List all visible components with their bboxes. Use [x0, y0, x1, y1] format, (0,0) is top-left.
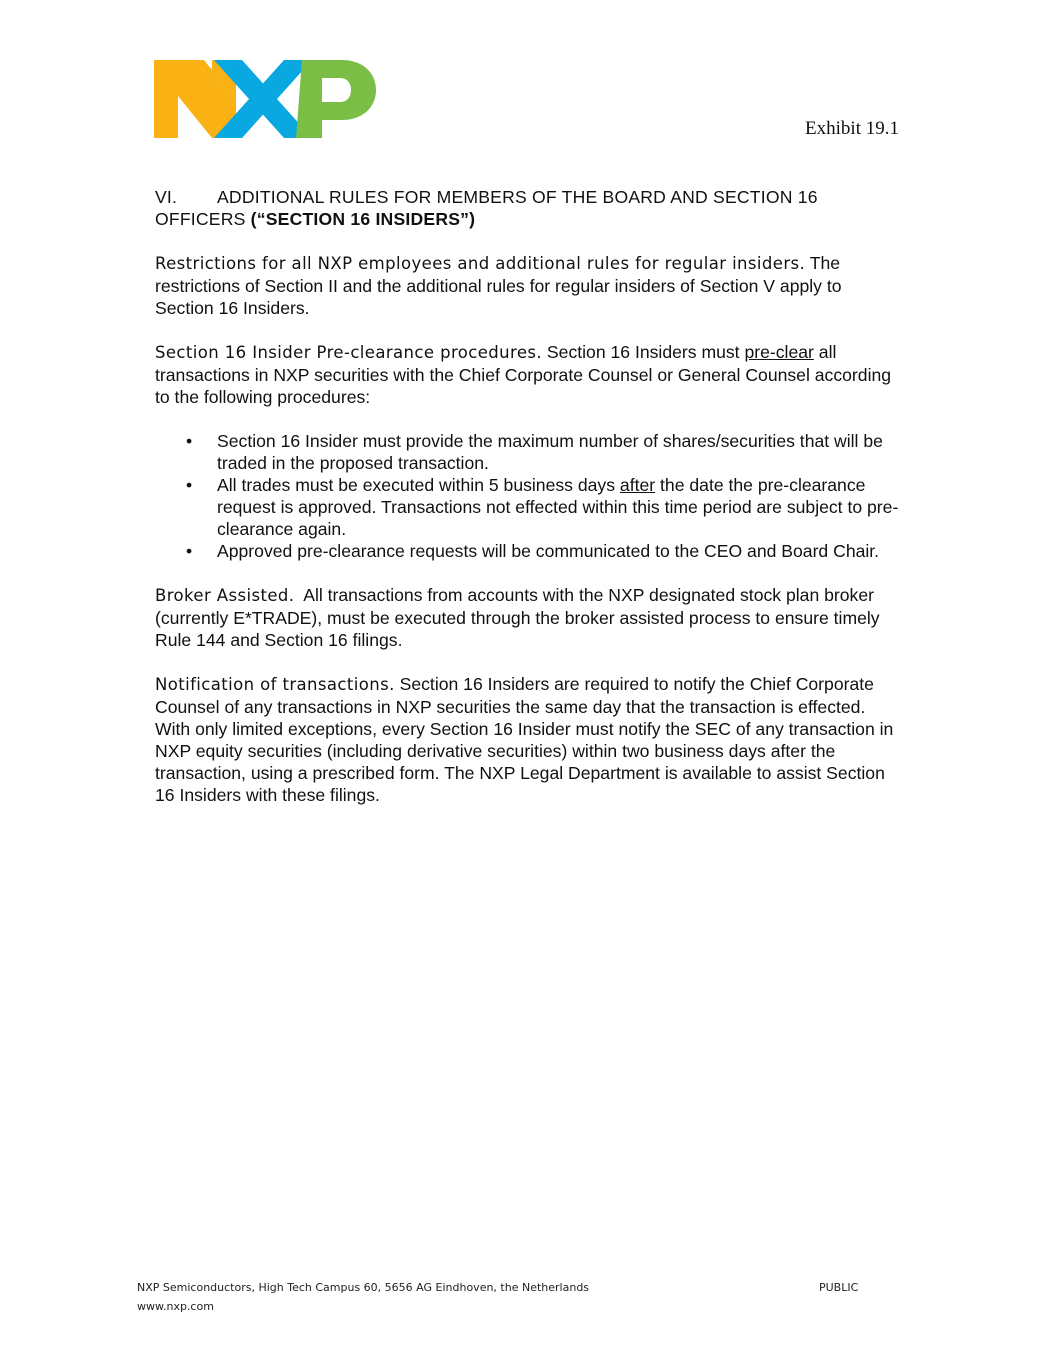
paragraph-text: The restrictions of Section II and the additional rules for regular insiders of Section V apply to Section 16 Insiders. [155, 253, 842, 318]
paragraph-lead: Section 16 Insider Pre-clearance procedures. [155, 343, 543, 362]
section-heading [155, 186, 905, 230]
paragraph-lead: Notification of transactions. [155, 675, 395, 694]
bullet-marker: • [186, 431, 193, 451]
section-number: VI. [155, 187, 178, 207]
list-item [155, 430, 905, 474]
paragraph-broker [155, 584, 905, 651]
logo-letter-n [154, 60, 236, 138]
paragraph-lead: Broker Assisted. [155, 586, 295, 605]
list-item-text: Approved pre-clearance requests will be communicated to the CEO and Board Chair. [217, 541, 880, 561]
nxp-logo [154, 60, 376, 138]
list-item-text: Section 16 Insider must provide the maximum number of shares/securities that will be traded in the proposed transaction. [217, 431, 883, 473]
bullet-marker: • [186, 541, 193, 561]
exhibit-number: Exhibit 19.1 [805, 118, 899, 139]
paragraph-restrictions [155, 252, 905, 319]
paragraph-preclearance [155, 341, 905, 408]
paragraph-text: All transactions from accounts with the NXP designated stock plan broker (currently E*TRADE), must be executed through the broker assisted process to ensure timely Rule 144 and Section 16 filings. [155, 585, 880, 650]
list-item-text: the date the pre-clearance request is approved. Transactions not effected within this time period are subject to pre-clearance again. [217, 475, 899, 539]
section-title-bold: (“SECTION 16 INSIDERS”) [250, 209, 476, 229]
paragraph-text: Section 16 Insiders must [546, 342, 740, 362]
section-title: ADDITIONAL RULES FOR MEMBERS OF THE BOARD AND SECTION 16 OFFICERS [155, 187, 818, 229]
page-footer [137, 1278, 589, 1316]
footer-website: www.nxp.com [137, 1300, 214, 1313]
list-item [155, 474, 905, 540]
list-item-text: All trades must be executed within 5 business days [217, 475, 616, 495]
footer-classification: PUBLIC [819, 1281, 859, 1294]
list-item [155, 540, 905, 562]
footer-address: NXP Semiconductors, High Tech Campus 60, 5656 AG Eindhoven, the Netherlands [137, 1281, 590, 1294]
underlined-term: after [619, 475, 656, 495]
paragraph-text: all transactions in NXP securities with the Chief Corporate Counsel or General Counsel according to the following procedures: [155, 342, 892, 407]
bullet-marker: • [186, 475, 193, 495]
paragraph-lead: Restrictions for all NXP employees and additional rules for regular insiders. [155, 254, 806, 273]
logo-letter-p [296, 60, 376, 138]
underlined-term: pre-clear [744, 342, 814, 362]
paragraph-notification [155, 673, 905, 806]
preclearance-procedures-list [155, 430, 905, 562]
paragraph-text: Section 16 Insiders are required to notify the Chief Corporate Counsel of any transactions in NXP securities the same day that the transaction is effected. With only limited exceptions, every Section 16 Insider must notify the SEC of any transaction in NXP equity securities (including derivative securities) within two business days after the transaction, using a prescribed form. The NXP Legal Department is available to assist Section 16 Insiders with these filings. [155, 674, 894, 805]
document-body [155, 186, 905, 828]
